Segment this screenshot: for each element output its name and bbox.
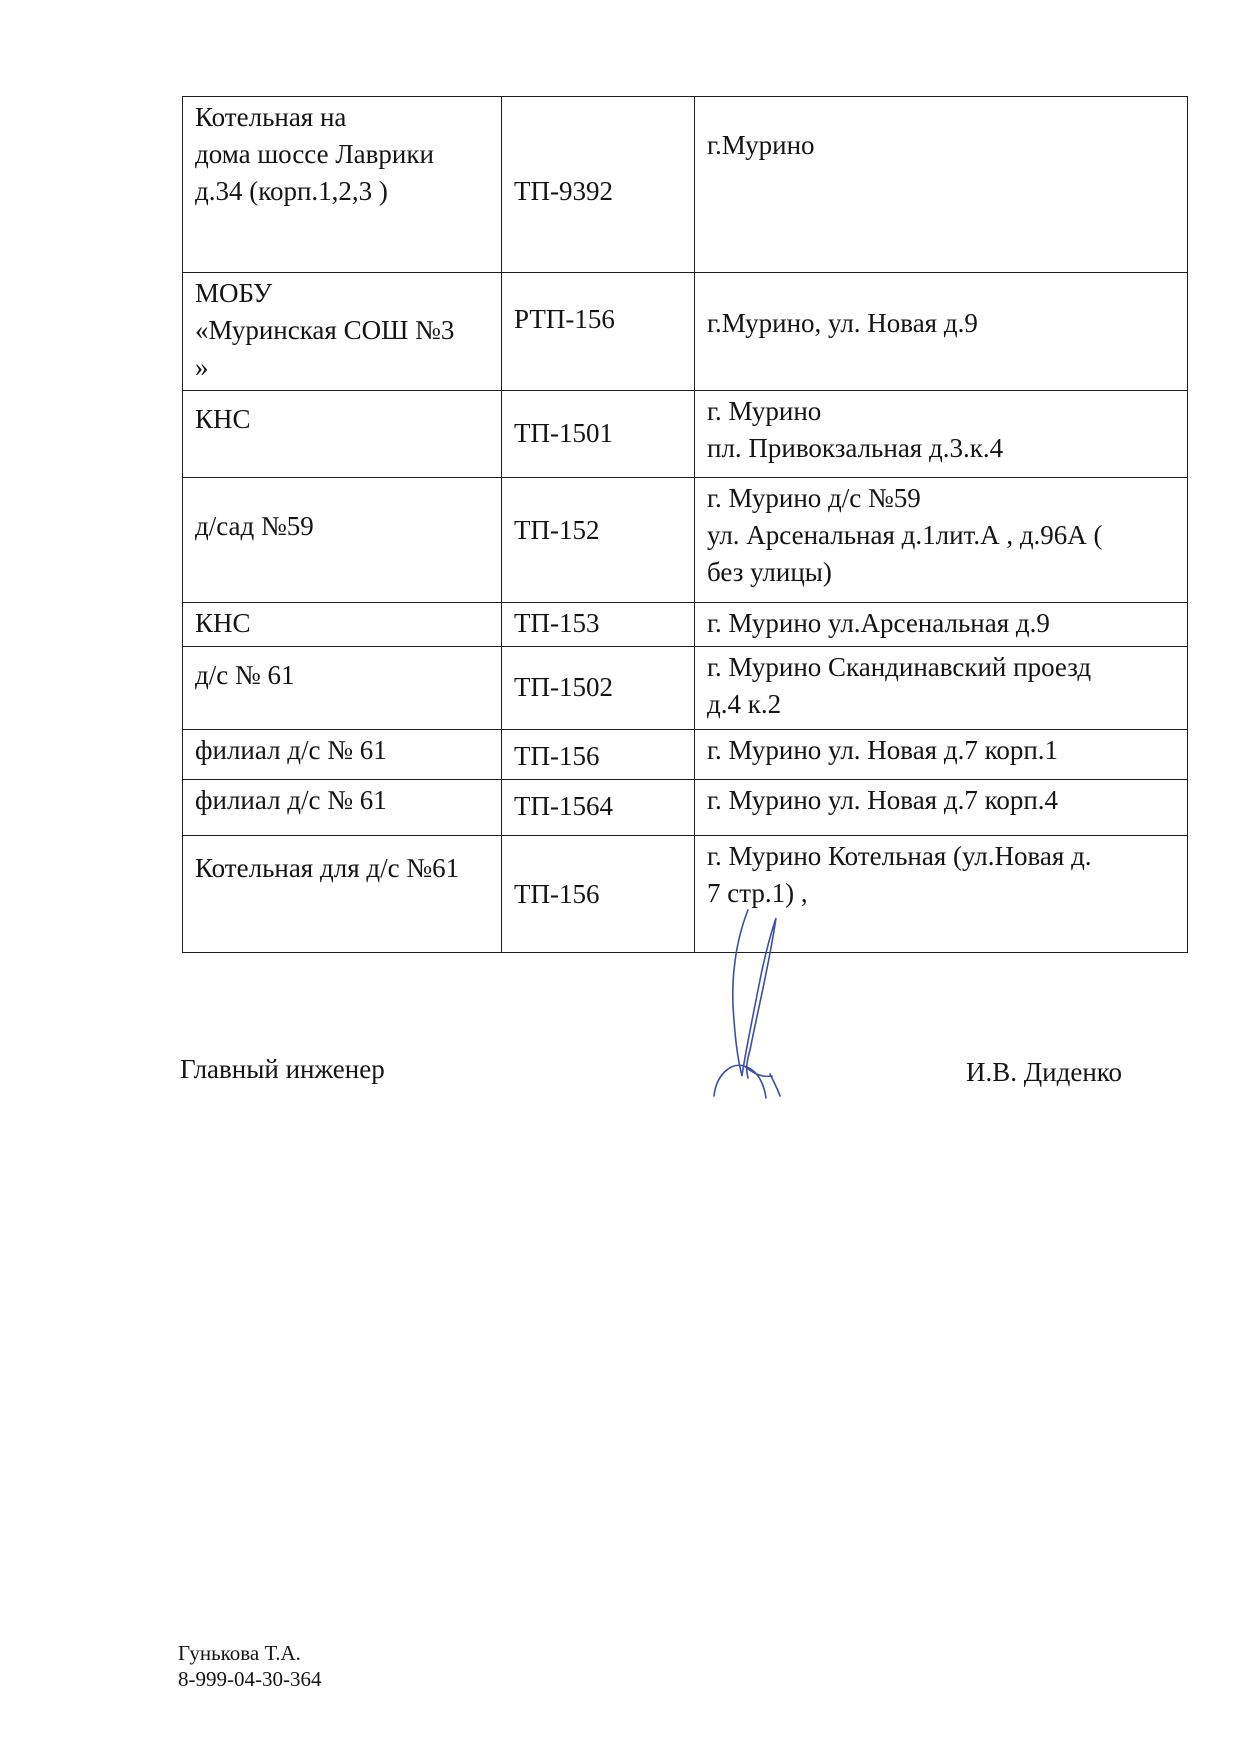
address-cell: г.Мурино, ул. Новая д.9 [695, 273, 1188, 391]
substation-cell: ТП-156 [502, 836, 695, 953]
table-row [183, 730, 1188, 780]
substation-cell: ТП-153 [502, 603, 695, 647]
substation-cell: ТП-156 [502, 730, 695, 780]
substation-cell: ТП-1501 [502, 391, 695, 478]
table-row [183, 273, 1188, 391]
address-cell: г. Мурино пл. Привокзальная д.3.к.4 [695, 391, 1188, 478]
object-cell: КНС [183, 603, 502, 647]
executor-phone: 8-999-04-30-364 [178, 1667, 322, 1691]
substation-cell: РТП-156 [502, 273, 695, 391]
address-cell: г. Мурино д/с №59 ул. Арсенальная д.1лит.А , д.96А ( без улицы) [695, 478, 1188, 603]
substation-cell: ТП-152 [502, 478, 695, 603]
object-cell: МОБУ «Муринская СОШ №3 » [183, 273, 502, 391]
object-cell: КНС [183, 391, 502, 478]
address-cell: г. Мурино ул. Новая д.7 корп.1 [695, 730, 1188, 780]
substation-cell: ТП-1564 [502, 780, 695, 836]
object-cell: филиал д/с № 61 [183, 780, 502, 836]
address-cell: г. Мурино Скандинавский проезд д.4 к.2 [695, 647, 1188, 730]
table-row [183, 603, 1188, 647]
signatory-name: И.В. Диденко [966, 1057, 1123, 1087]
table-row [183, 836, 1188, 953]
address-cell: г.Мурино [695, 97, 1188, 273]
address-cell: г. Мурино ул. Новая д.7 корп.4 [695, 780, 1188, 836]
power-objects-table [182, 96, 1188, 953]
table-row [183, 780, 1188, 836]
address-cell: г. Мурино Котельная (ул.Новая д. 7 стр.1) , [695, 836, 1188, 953]
table-row [183, 97, 1188, 273]
address-cell: г. Мурино ул.Арсенальная д.9 [695, 603, 1188, 647]
object-cell: д/с № 61 [183, 647, 502, 730]
executor-name: Гунькова Т.А. [178, 1641, 301, 1665]
handwritten-signature [700, 900, 820, 1100]
table-row [183, 647, 1188, 730]
object-cell: Котельная на дома шоссе Лаврики д.34 (корп.1,2,3 ) [183, 97, 502, 273]
table-row [183, 478, 1188, 603]
object-cell: д/сад №59 [183, 478, 502, 603]
object-cell: Котельная для д/с №61 [183, 836, 502, 953]
executor-block [178, 1640, 321, 1692]
substation-cell: ТП-1502 [502, 647, 695, 730]
table-row [183, 391, 1188, 478]
object-cell: филиал д/с № 61 [183, 730, 502, 780]
signatory-position: Главный инженер [180, 1054, 385, 1084]
substation-cell: ТП-9392 [502, 97, 695, 273]
